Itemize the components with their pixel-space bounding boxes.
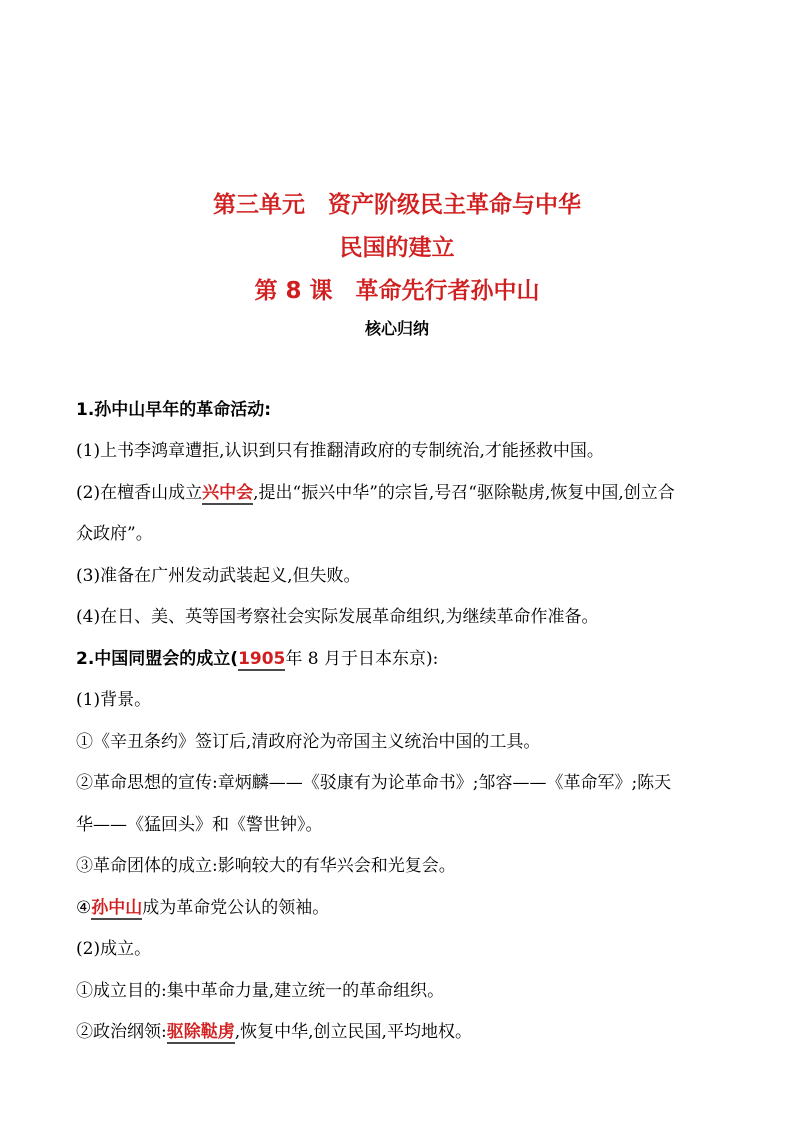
founding-label: (2)成立。: [76, 939, 152, 959]
section1-heading: 1.孙中山早年的革命活动:: [76, 400, 272, 420]
item2-prefix: (2)在檀香山成立: [76, 483, 203, 503]
section1-item1: (1)上书李鸿章遭拒,认识到只有推翻清政府的专制统治,才能拯救中国。: [76, 441, 604, 461]
unit-title-line1: 第三单元 资产阶级民主革命与中华: [213, 192, 581, 218]
section2-heading-prefix: 2.中国同盟会的成立(: [76, 649, 239, 669]
background-item4: [76, 896, 726, 920]
answer-1905: 1905: [238, 649, 286, 669]
item2-suffix: ,提出“振兴中华”的宗旨,号召“驱除鞑虏,恢复中国,创立合: [253, 483, 675, 503]
background-label: (1)背景。: [76, 690, 152, 710]
section2-heading: [76, 647, 726, 671]
answer-quchu-dalu: 驱除鞑虏: [166, 1022, 235, 1042]
f2-suffix: ,恢复中华,创立民国,平均地权。: [234, 1022, 472, 1042]
section-label: 核心归纳: [364, 319, 429, 338]
answer-xingzhonghui: 兴中会: [202, 483, 254, 503]
background-item3: ③革命团体的成立:影响较大的有华兴会和光复会。: [76, 856, 456, 876]
unit-title-line2: 民国的建立: [339, 235, 455, 261]
founding-item1: ①成立目的:集中革命力量,建立统一的革命组织。: [76, 981, 445, 1001]
section2-heading-suffix: 年 8 月于日本东京):: [285, 649, 439, 669]
section1-item2: [76, 481, 726, 505]
section1-item3: (3)准备在广州发动武装起义,但失败。: [76, 566, 361, 586]
bg4-suffix: 成为革命党公认的领袖。: [142, 898, 330, 918]
section1-item2-cont: 众政府”。: [76, 524, 153, 544]
background-item1: ①《辛丑条约》签订后,清政府沦为帝国主义统治中国的工具。: [76, 732, 541, 752]
f2-prefix: ②政治纲领:: [76, 1022, 167, 1042]
answer-sun-zhongshan: 孙中山: [91, 898, 143, 918]
section1-item4: (4)在日、美、英等国考察社会实际发展革命组织,为继续革命作准备。: [76, 607, 599, 627]
background-item2: ②革命思想的宣传:章炳麟——《驳康有为论革命书》;邹容——《革命军》;陈天: [76, 773, 672, 793]
founding-item2: [76, 1020, 726, 1044]
background-item2-cont: 华——《猛回头》和《警世钟》。: [76, 815, 323, 835]
bg4-prefix: ④: [76, 898, 92, 918]
lesson-title: 第 8 课 革命先行者孙中山: [254, 278, 540, 304]
